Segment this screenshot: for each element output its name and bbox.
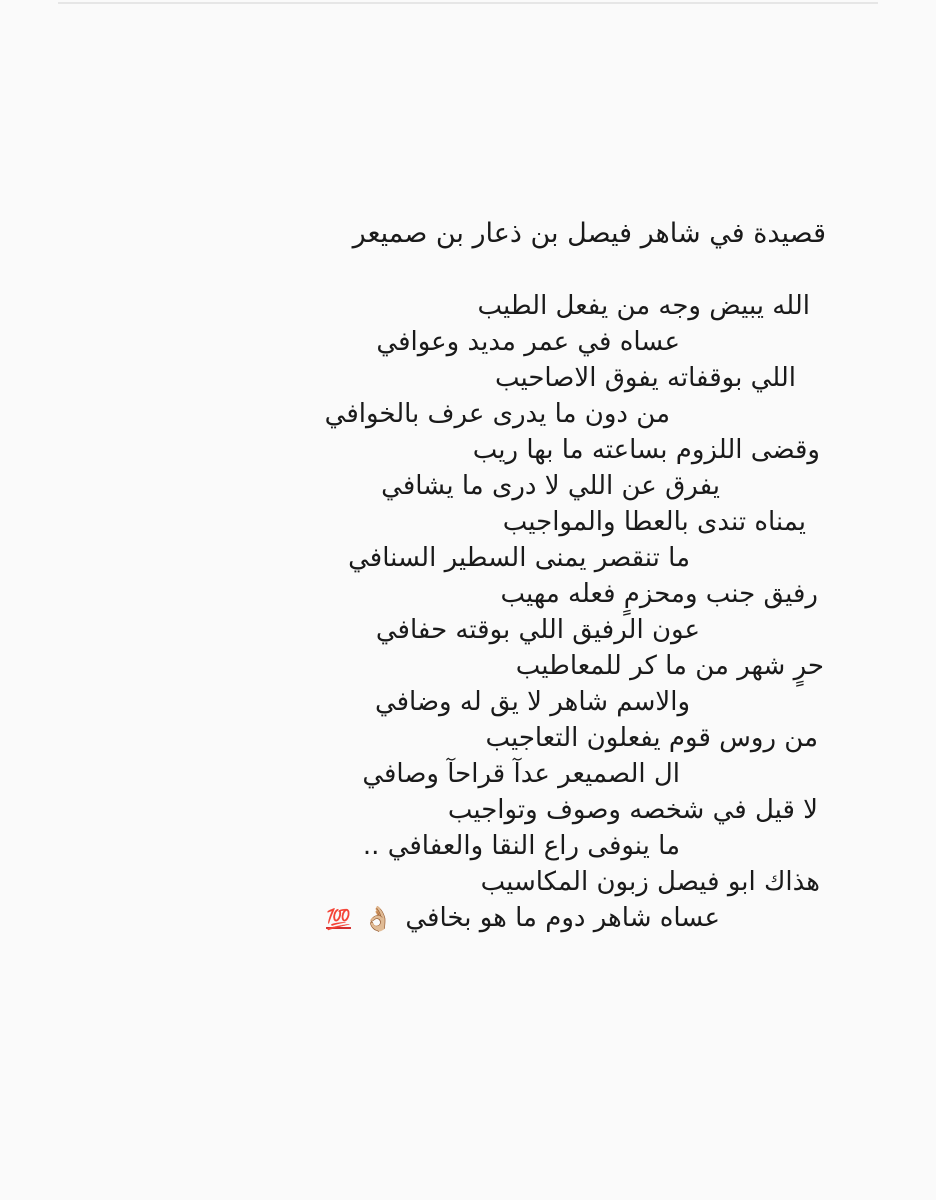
poem-line-11: حرٍ شهر من ما كر للمعاطيب: [515, 651, 824, 681]
poem-line-12: والاسم شاهر لا يق له وضافي: [374, 687, 690, 717]
poem-title: قصيدة في شاهر فيصل بن ذعار بن صميعر: [352, 218, 826, 249]
poem-line-4: من دون ما يدرى عرف بالخوافي: [324, 399, 670, 429]
poem-line-3: اللي بوقفاته يفوق الاصاحيب: [494, 363, 796, 393]
poem-line-18-text: عساه شاهر دوم ما هو بخافي: [405, 903, 720, 933]
poem-line-1: الله يبيض وجه من يفعل الطيب: [477, 291, 810, 321]
poem-line-18: [320, 900, 720, 937]
poem-block: [320, 212, 840, 937]
poem-line-6: يفرق عن اللي لا درى ما يشافي: [381, 471, 720, 501]
poem-line-13: من روس قوم يفعلون التعاجيب: [485, 723, 818, 753]
ok-hand-icon: 👌🏼: [363, 904, 394, 933]
poem-line-16: ما ينوفى راع النقا والعفافي ..: [362, 831, 680, 861]
poem-line-14: ال الصميعر عدآ قراحآ وصافي: [362, 759, 680, 789]
hundred-points-icon: 💯: [326, 906, 351, 931]
poem-line-17: هذاك ابو فيصل زبون المكاسيب: [480, 867, 820, 897]
poem-line-5: وقضى اللزوم بساعته ما بها ريب: [472, 435, 820, 465]
poem-line-15: لا قيل في شخصه وصوف وتواجيب: [447, 795, 818, 825]
poem-line-8: ما تنقصر يمنى السطير السنافي: [348, 543, 690, 573]
top-divider: [58, 2, 878, 4]
poem-line-9: رفيق جنب ومحزمٍ فعله مهيب: [500, 579, 818, 609]
poem-line-7: يمناه تندى بالعطا والمواجيب: [502, 507, 806, 537]
poem-line-10: عون الرفيق اللي بوقته حفافي: [375, 615, 700, 645]
poem-line-2: عساه في عمر مديد وعوافي: [376, 327, 680, 357]
